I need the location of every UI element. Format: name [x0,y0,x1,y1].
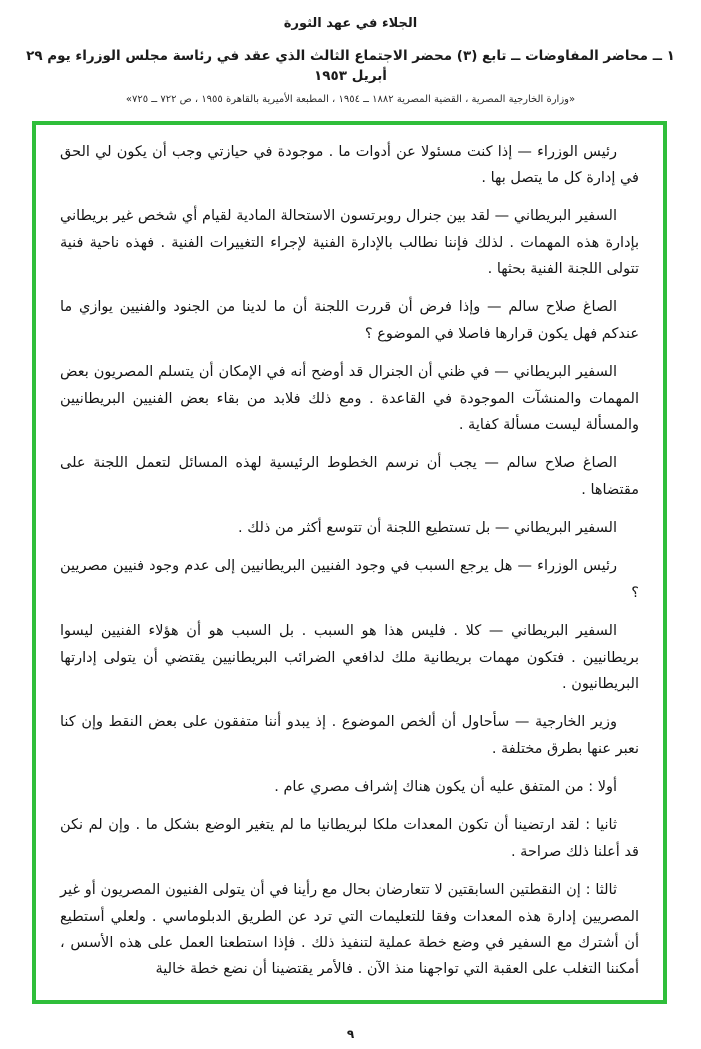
page-number: ٩ [346,1027,355,1041]
paragraph-british-ambassador-3: السفير البريطاني — بل تستطيع اللجنة أن تتوسع أكثر من ذلك . [238,520,617,536]
content-box [32,121,667,1004]
paragraph-point-first: أولا : من المتفق عليه أن يكون هناك إشراف مصري عام . [274,779,617,795]
paragraph-foreign-minister-1: وزير الخارجية — سأحاول أن ألخص الموضوع . إذ يبدو أننا متفقون على بعض النقط وإن كنا نعبر عنها بطرق مختلفة . [60,714,639,757]
paragraph-salah-salem-1: الصاغ صلاح سالم — وإذا فرض أن قررت اللجنة أن ما لدينا من الجنود والفنيين يوازي ما عندكم فهل يكون قرارها فاصلا في الموضوع ؟ [60,299,639,342]
paragraph-salah-salem-2: الصاغ صلاح سالم — يجب أن نرسم الخطوط الرئيسية لهذه المسائل لتعمل اللجنة على مقتضاها . [60,455,639,498]
paragraph-british-ambassador-2: السفير البريطاني — في ظني أن الجنرال قد أوضح أنه في الإمكان أن يتسلم المصريون بعض المهمات والمنشآت الموجودة في القاعدة . ومع ذلك فلابد من بقاء بعض الفنيين البريطانيين والمسألة ليست مسألة كفاية . [60,364,639,433]
paragraph-british-ambassador-4: السفير البريطاني — كلا . فليس هذا هو السبب . بل السبب هو أن هؤلاء الفنيين ليسوا بريطانيين . فتكون مهمات بريطانية ملك لدافعي الضرائب البريطانيين يقتضي أن يتولى إدارتها البريطانيون . [60,623,639,692]
paragraph-point-third: ثالثا : إن النقطتين السابقتين لا تتعارضان بحال مع رأينا في أن يتولى الفنيون المصريون أو غير المصريين إدارة هذه المعدات وفقا للتعليمات التي ترد عن الطريق الدبلوماسي . ولعلي أستطيع أن أشترك مع السفير في وضع خطة عملية لتنفيذ ذلك . فإذا استطعنا العمل على هذه الأسس ، أمكننا التغلب على العقبة التي تواجهنا منذ الآن . فالأمر يقتضينا أن نضع خطة خالية [60,882,639,978]
document-heading: ١ ــ محاضر المفاوضات ــ تابع (٣) محضر الاجتماع الثالث الذي عقد في رئاسة مجلس الوزراء يوم ٢٩ أبريل ١٩٥٣ [26,48,675,85]
paragraph-point-second: ثانيا : لقد ارتضينا أن تكون المعدات ملكا لبريطانيا ما لم يتغير الوضع بشكل ما . وإن لم نكن قد أعلنا ذلك صراحة . [60,817,639,860]
document-title: الجلاء في عهد الثورة [283,16,418,31]
source-citation: «وزارة الخارجية المصرية ، القضية المصرية ١٨٨٢ ــ ١٩٥٤ ، المطبعة الأميرية بالقاهرة ١٩٥٥ ، ص ٧٢٢ ــ ٧٢٥» [125,93,576,105]
paragraph-prime-minister-1: رئيس الوزراء — إذا كنت مسئولا عن أدوات ما . موجودة في حيازتي وجب أن يكون لي الحق في إدارة كل ما يتصل بها . [60,143,639,186]
paragraph-prime-minister-2: رئيس الوزراء — هل يرجع السبب في وجود الفنيين البريطانيين إلى عدم وجود فنيين مصريين ؟ [60,558,639,601]
paragraph-british-ambassador-1: السفير البريطاني — لقد بين جنرال روبرتسون الاستحالة المادية لقيام أي شخص غير بريطاني بإدارة هذه المهمات . لذلك فإننا نطالب بالإدارة الفنية لإجراء التغييرات الفنية . فهذه ناحية فنية تتولى اللجنة الفنية بحثها . [60,208,639,277]
